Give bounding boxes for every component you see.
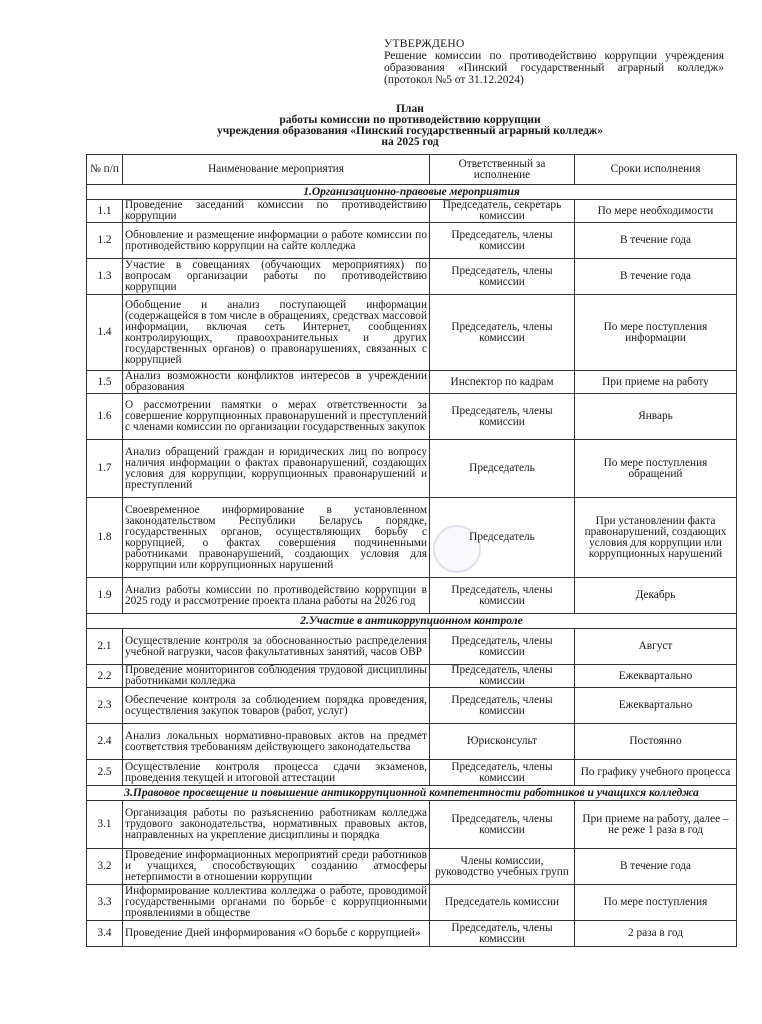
cell-resp: Председатель (430, 498, 575, 578)
table-row (87, 688, 737, 724)
approval-block (384, 38, 724, 86)
header-term: Сроки исполнения (575, 155, 737, 185)
table-header-row (87, 155, 737, 185)
cell-name: Обобщение и анализ поступающей информации (содержащейся в том числе в обращениях, средствах массовой информации, включая сеть Интернет, сообщениях контролирующих, правоохранительных и других государственных органов) о правонарушениях, связанных с коррупцией (123, 295, 430, 371)
cell-name: Анализ обращений граждан и юридических лиц по вопросу наличия информации о фактах правонарушений, создающих условия для коррупции, коррупционных правонарушений и преступлений (123, 440, 430, 498)
cell-name: Информирование коллектива колледжа о работе, проводимой государственными органами по борьбе с коррупционными проявлениями в обществе (123, 885, 430, 921)
section-row (87, 185, 737, 200)
cell-term: По мере поступления (575, 885, 737, 921)
cell-resp: Председатель комиссии (430, 885, 575, 921)
cell-term: При приеме на работу, далее – не реже 1 раза в год (575, 801, 737, 849)
title-line-3: учреждения образования «Пинский государственный аграрный колледж» (216, 125, 603, 137)
plan-body (87, 185, 737, 947)
cell-resp: Председатель, члены комиссии (430, 578, 575, 614)
section-row (87, 614, 737, 629)
table-row (87, 665, 737, 688)
table-row (87, 629, 737, 665)
cell-name: Проведение заседаний комиссии по противодействию коррупции (123, 200, 430, 223)
cell-resp: Председатель, члены комиссии (430, 801, 575, 849)
cell-name: Обновление и размещение информации о работе комиссии по противодействию коррупции на сайте колледжа (123, 223, 430, 259)
table-row (87, 498, 737, 578)
table-row (87, 849, 737, 885)
cell-term: В течение года (575, 259, 737, 295)
cell-resp: Инспектор по кадрам (430, 371, 575, 394)
table-row (87, 295, 737, 371)
cell-term: Ежеквартально (575, 665, 737, 688)
table-row (87, 440, 737, 498)
cell-term: Декабрь (575, 578, 737, 614)
section-title: 3.Правовое просвещение и повышение антикоррупционной компетентности работников и учащихся колледжа (87, 786, 737, 801)
table-row (87, 885, 737, 921)
cell-name: О рассмотрении памятки о мерах ответственности за совершение коррупционных правонарушений и преступлений с членами комиссии по организации государственных закупок (123, 394, 430, 440)
cell-name: Анализ локальных нормативно-правовых актов на предмет соответствия требованиям действующего законодательства (123, 724, 430, 760)
table-row (87, 200, 737, 223)
cell-num: 1.4 (87, 295, 123, 371)
cell-term: Постоянно (575, 724, 737, 760)
cell-num: 1.7 (87, 440, 123, 498)
cell-name: Участие в совещаниях (обучающих мероприятиях) по вопросам организации работы по противодействию коррупции (123, 259, 430, 295)
cell-num: 1.6 (87, 394, 123, 440)
cell-term: Январь (575, 394, 737, 440)
cell-num: 2.5 (87, 760, 123, 786)
cell-num: 3.1 (87, 801, 123, 849)
table-row (87, 760, 737, 786)
cell-num: 1.3 (87, 259, 123, 295)
cell-term: При установлении факта правонарушений, создающих условия для коррупции или коррупционных нарушений (575, 498, 737, 578)
cell-name: Своевременное информирование в установленном законодательством Республики Беларусь порядке, государственных органов, осуществляющих борьбу с коррупцией, о фактах совершения подчиненными работниками правонарушений, создающих условия для коррупции или коррупционных нарушений (123, 498, 430, 578)
cell-resp: Председатель, члены комиссии (430, 665, 575, 688)
cell-term: Август (575, 629, 737, 665)
header-num: № п/п (87, 155, 123, 185)
cell-term: По мере поступления обращений (575, 440, 737, 498)
section-title: 1.Организационно-правовые мероприятия (87, 185, 737, 200)
cell-num: 3.3 (87, 885, 123, 921)
cell-num: 3.4 (87, 921, 123, 947)
cell-num: 1.1 (87, 200, 123, 223)
cell-num: 2.4 (87, 724, 123, 760)
cell-name: Осуществление контроля за обоснованностью распределения учебной нагрузки, часов факультативных занятий, часов ОВР (123, 629, 430, 665)
cell-num: 2.2 (87, 665, 123, 688)
cell-name: Проведение мониторингов соблюдения трудовой дисциплины работниками колледжа (123, 665, 430, 688)
cell-term: При приеме на работу (575, 371, 737, 394)
table-row (87, 801, 737, 849)
cell-resp: Председатель, члены комиссии (430, 259, 575, 295)
plan-title (120, 104, 700, 148)
cell-resp: Председатель (430, 440, 575, 498)
cell-num: 1.9 (87, 578, 123, 614)
cell-name: Анализ возможности конфликтов интересов в учреждении образования (123, 371, 430, 394)
cell-resp: Председатель, члены комиссии (430, 688, 575, 724)
table-row (87, 921, 737, 947)
cell-num: 2.3 (87, 688, 123, 724)
cell-term: В течение года (575, 223, 737, 259)
cell-num: 1.2 (87, 223, 123, 259)
cell-resp: Председатель, члены комиссии (430, 394, 575, 440)
table-row (87, 223, 737, 259)
cell-name: Организация работы по разъяснению работникам колледжа трудового законодательства, нормативных правовых актов, направленных на укрепление дисциплины и порядка (123, 801, 430, 849)
cell-resp: Председатель, секретарь комиссии (430, 200, 575, 223)
header-resp: Ответственный за исполнение (430, 155, 575, 185)
title-line-4: на 2025 год (381, 136, 439, 148)
section-row (87, 786, 737, 801)
table-row (87, 259, 737, 295)
cell-name: Осуществление контроля процесса сдачи экзаменов, проведения текущей и итоговой аттестации (123, 760, 430, 786)
cell-name: Проведение информационных мероприятий среди работников и учащихся, способствующих созданию атмосферы нетерпимости в отношении коррупции (123, 849, 430, 885)
cell-num: 1.8 (87, 498, 123, 578)
cell-resp: Председатель, члены комиссии (430, 223, 575, 259)
cell-resp: Юрисконсульт (430, 724, 575, 760)
plan-table (86, 154, 737, 947)
cell-resp: Председатель, члены комиссии (430, 760, 575, 786)
cell-term: По графику учебного процесса (575, 760, 737, 786)
cell-resp: Председатель, члены комиссии (430, 629, 575, 665)
approval-text: Решение комиссии по противодействию коррупции учреждения образования «Пинский государственный аграрный колледж» (протокол №5 от 31.12.2024) (384, 50, 724, 86)
table-row (87, 394, 737, 440)
table-row (87, 578, 737, 614)
cell-name: Обеспечение контроля за соблюдением порядка проведения, осуществления закупок товаров (работ, услуг) (123, 688, 430, 724)
cell-num: 2.1 (87, 629, 123, 665)
cell-term: По мере поступления информации (575, 295, 737, 371)
cell-term: 2 раза в год (575, 921, 737, 947)
title-line-1: План (396, 103, 424, 115)
cell-name: Проведение Дней информирования «О борьбе с коррупцией» (123, 921, 430, 947)
cell-term: Ежеквартально (575, 688, 737, 724)
header-name: Наименование мероприятия (123, 155, 430, 185)
table-row (87, 724, 737, 760)
cell-resp: Члены комиссии, руководство учебных групп (430, 849, 575, 885)
cell-num: 3.2 (87, 849, 123, 885)
cell-term: По мере необходимости (575, 200, 737, 223)
cell-num: 1.5 (87, 371, 123, 394)
cell-term: В течение года (575, 849, 737, 885)
cell-resp: Председатель, члены комиссии (430, 921, 575, 947)
cell-name: Анализ работы комиссии по противодействию коррупции в 2025 году и рассмотрение проекта плана работы на 2026 год (123, 578, 430, 614)
section-title: 2.Участие в антикоррупционном контроле (87, 614, 737, 629)
cell-resp: Председатель, члены комиссии (430, 295, 575, 371)
approval-label: УТВЕРЖДЕНО (384, 38, 465, 50)
title-line-2: работы комиссии по противодействию коррупции (279, 114, 541, 126)
table-row (87, 371, 737, 394)
